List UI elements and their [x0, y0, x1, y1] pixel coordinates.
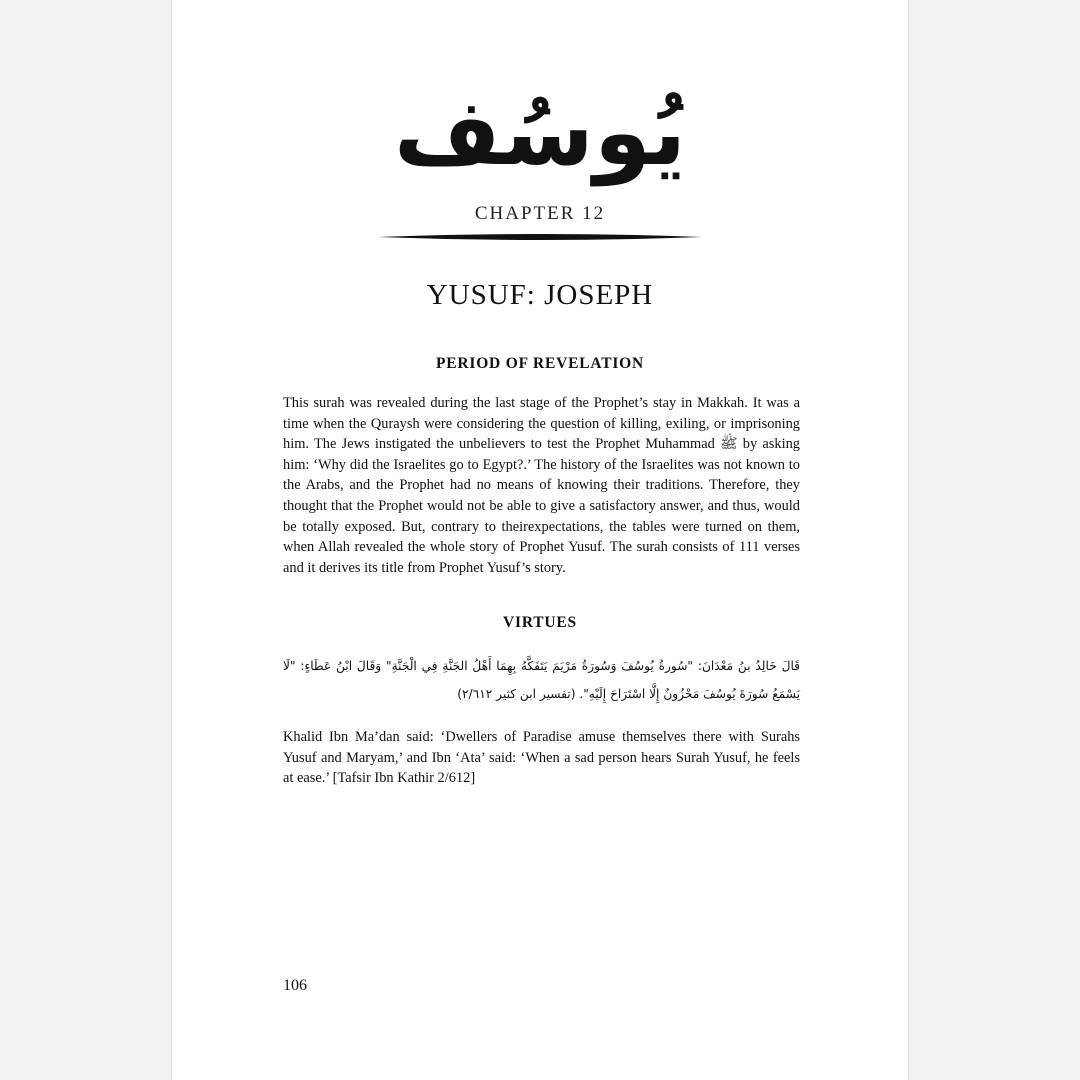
period-paragraph: This surah was revealed during the last stage of the Prophet’s stay in Makkah. It was a time when the Quraysh were considering the question of killing, exiling, or imprisoning him. The Jews instigated the unbelievers to test the Prophet Muhammad ﷺ by asking him: ‘Why did the Israelites go to Egypt?.’ The history of the Israelites was not known to the Arabs, and the Prophet had no means of knowing their traditions. Therefore, they thought that the Prophet would not be able to give a satisfactory answer, and thus, would be totally exposed. But, contrary to theirexpectations, the tables were turned on them, when Allah revealed the whole story of Prophet Yusuf. The surah consists of 111 verses and it derives its title from Prophet Yusuf’s story. [283, 395, 800, 576]
virtues-translation: Khalid Ibn Ma’dan said: ‘Dwellers of Paradise amuse themselves there with Surahs Yusuf and Maryam,’ and Ibn ‘Ata’ said: ‘When a sad person hears Surah Yusuf, he feels at ease.’ [Tafsir Ibn Kathir 2/612] [283, 729, 800, 787]
book-page [172, 0, 908, 1080]
arabic-calligraphy-title: يُوسُف [393, 79, 687, 186]
page-title: YUSUF: JOSEPH [426, 279, 654, 311]
arabic-quote: قَالَ خَالِدُ بنُ مَعْدَانَ: "سُورةُ يُوسُفَ وَسُورَةُ مَرْيَمَ يَتَفَكَّهُ بِهِمَا أَهْلُ الجَنَّةِ فِي الْجَنَّةِ" وَقَالَ ابْنُ عَطَاءٍ: "لَا يَسْمَعُ سُورَةَ يُوسُفَ مَحْزُونٌ إِلَّا اسْتَرَاحَ إِلَيْهِ". (تفسير ابن كثير ٢/٦١٢) [283, 659, 800, 701]
page-number: 106 [283, 977, 307, 994]
divider-rule [378, 232, 702, 242]
section-heading-virtues: VIRTUES [503, 614, 577, 631]
chapter-label: CHAPTER 12 [474, 203, 606, 224]
section-heading-period: PERIOD OF REVELATION [435, 355, 645, 372]
